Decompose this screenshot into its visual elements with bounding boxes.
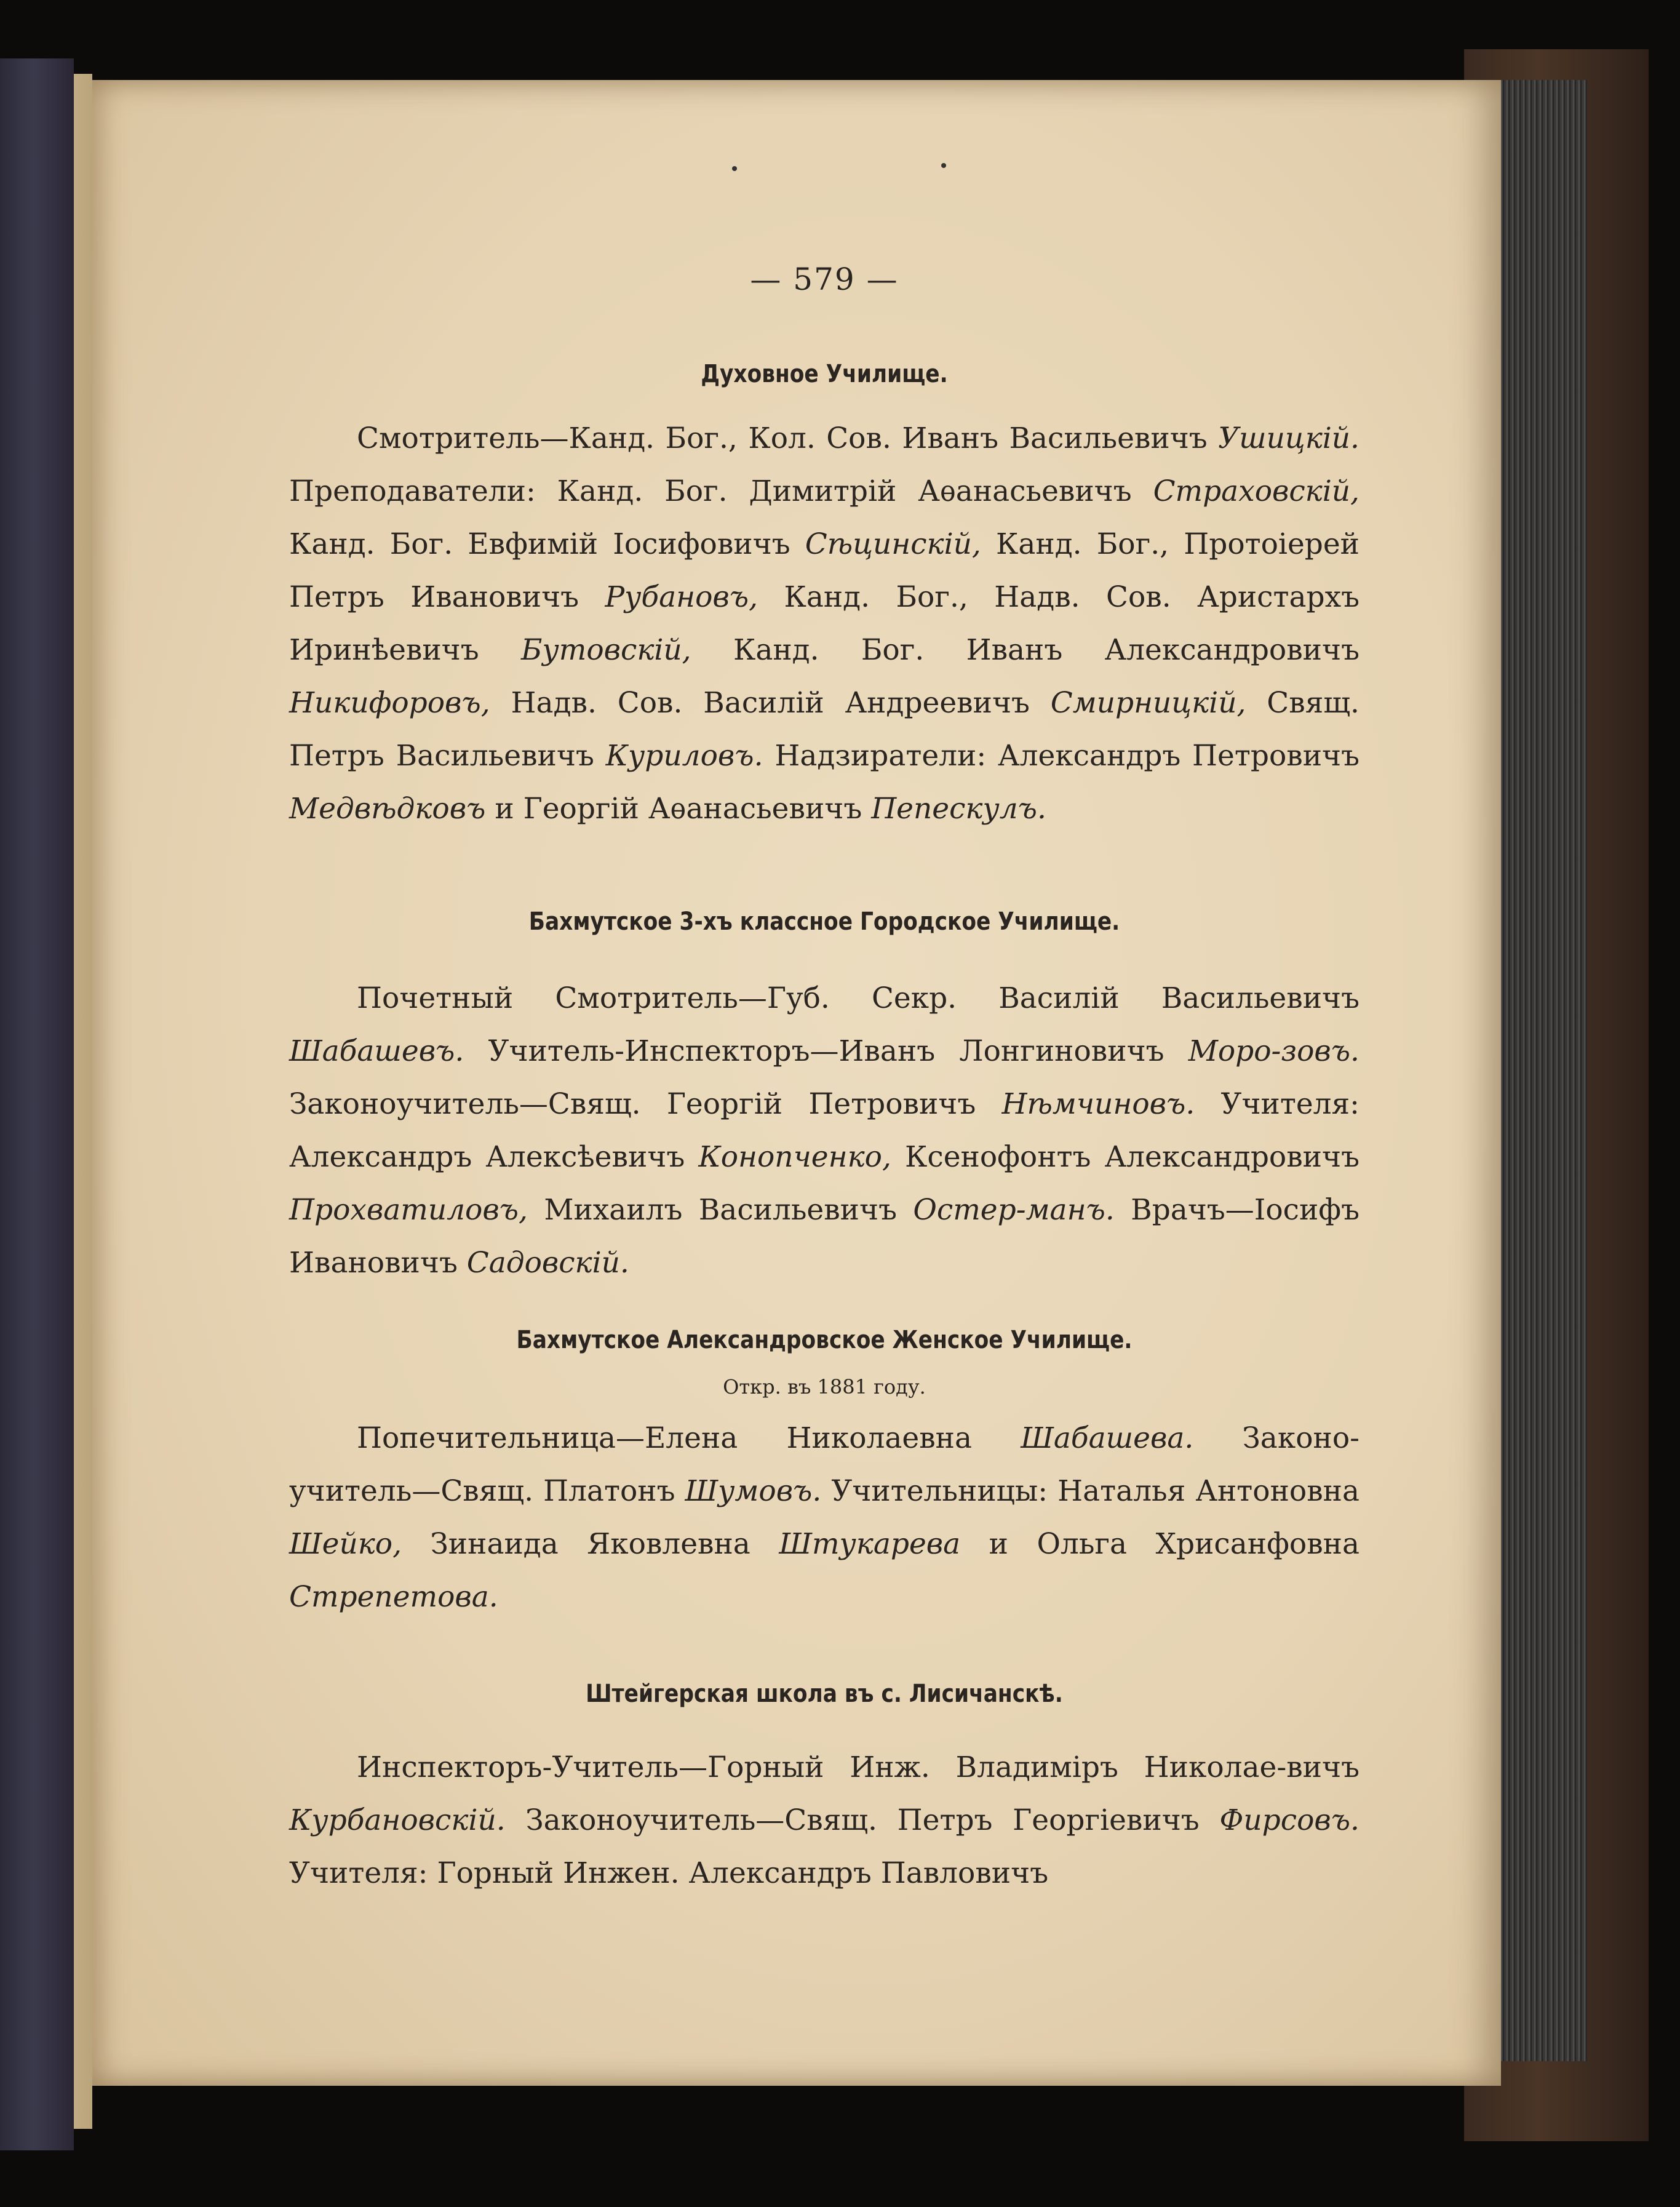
text-run: Зинаида Яковлевна	[402, 1527, 779, 1561]
text-run: Надзиратели: Александръ Петровичъ	[763, 739, 1360, 773]
surname: Прохватиловъ,	[289, 1193, 528, 1227]
surname: Пепескулъ.	[871, 792, 1046, 826]
text-run: Смотритель—Канд. Бог., Кол. Сов. Иванъ Васильевичъ	[357, 421, 1219, 455]
section-heading-city-school: Бахмутское 3-хъ классное Городское Училище.	[528, 908, 1120, 936]
section-paragraph-city-school	[289, 972, 1360, 1290]
section-paragraph-womens-school	[289, 1412, 1360, 1624]
surname: Бутовскій,	[520, 633, 691, 667]
text-run: и Ольга Хрисанфовна	[960, 1527, 1360, 1561]
page-number: — 579 —	[750, 261, 899, 297]
text-run: Учитель-Инспекторъ—Иванъ Лонгиновичъ	[464, 1034, 1188, 1068]
ink-speck	[941, 163, 946, 168]
surname: Нѣмчиновъ.	[1001, 1087, 1195, 1121]
surname: Шабашева.	[1021, 1421, 1194, 1455]
book-cover-left	[0, 58, 74, 2150]
text-run: Свящ. Петръ Васильевичъ	[289, 686, 1360, 773]
surname: Шабашевъ.	[289, 1034, 464, 1068]
section-subnote-opened: Откр. въ 1881 году.	[723, 1375, 926, 1399]
section-heading-steiger-school: Штейгерская школа въ с. Лисичанскѣ.	[586, 1680, 1063, 1708]
surname: Штукарева	[779, 1527, 961, 1561]
section-heading-womens-school: Бахмутское Александровское Женское Училище.	[516, 1326, 1133, 1354]
text-run: и Георгій Аѳанасьевичъ	[485, 792, 872, 826]
surname: Рубановъ,	[605, 580, 758, 614]
text-run: Канд. Бог., Протоіерей Петръ Ивановичъ	[289, 527, 1360, 614]
text-run: Законоучитель—Свящ. Георгій Петровичъ	[289, 1087, 1002, 1121]
surname: Медвѣдковъ	[289, 792, 486, 826]
book-page	[92, 80, 1501, 2086]
text-run: Учителя: Горный Инжен. Александръ Павловичъ	[289, 1856, 1049, 1890]
surname: Стрепетова.	[289, 1580, 498, 1614]
surname: Конопченко,	[698, 1140, 891, 1174]
ink-speck	[732, 166, 737, 171]
text-run: Законо-учитель—Свящ. Платонъ	[289, 1421, 1360, 1508]
text-run: Канд. Бог. Евфимій Іосифовичъ	[289, 527, 805, 561]
surname: Никифоровъ,	[289, 686, 490, 720]
section-paragraph-spiritual-school	[289, 412, 1360, 836]
text-run: Учителя: Александръ Алексѣевичъ	[289, 1087, 1360, 1174]
text-run: Учительницы: Наталья Антоновна	[821, 1474, 1360, 1508]
text-run: Инспекторъ-Учитель—Горный Инж. Владиміръ Николае-вичъ	[357, 1750, 1360, 1784]
surname: Курбановскій.	[289, 1803, 506, 1837]
text-run: Надв. Сов. Василій Андреевичъ	[490, 686, 1051, 720]
page-stack-edges	[1489, 80, 1587, 2061]
surname: Моро-зовъ.	[1188, 1034, 1360, 1068]
surname: Ушицкій.	[1218, 421, 1360, 455]
text-run: Канд. Бог. Иванъ Александровичъ	[691, 633, 1360, 667]
surname: Смирницкій,	[1050, 686, 1246, 720]
text-run: Преподаватели: Канд. Бог. Димитрій Аѳанасьевичъ	[289, 474, 1153, 508]
text-run: Почетный Смотритель—Губ. Секр. Василій Васильевичъ	[357, 981, 1360, 1015]
text-run: Канд. Бог., Надв. Сов. Аристархъ Иринѣевичъ	[289, 580, 1360, 667]
surname: Куриловъ.	[605, 739, 763, 773]
surname: Шейко,	[289, 1527, 402, 1561]
surname: Остер-манъ.	[913, 1193, 1115, 1227]
text-run: Попечительница—Елена Николаевна	[357, 1421, 1021, 1455]
section-heading-spiritual-school: Духовное Училище.	[701, 360, 948, 388]
text-run: Ксенофонтъ Александровичъ	[891, 1140, 1360, 1174]
section-paragraph-steiger-school	[289, 1741, 1360, 1900]
surname: Сѣцинскій,	[805, 527, 981, 561]
surname: Садовскій.	[466, 1246, 629, 1280]
text-run: Врачъ—Іосифъ Ивановичъ	[289, 1193, 1360, 1280]
surname: Фирсовъ.	[1219, 1803, 1360, 1837]
text-run: Законоучитель—Свящ. Петръ Георгіевичъ	[505, 1803, 1220, 1837]
surname: Страховскій,	[1153, 474, 1360, 508]
surname: Шумовъ.	[685, 1474, 822, 1508]
text-run: Михаилъ Васильевичъ	[527, 1193, 914, 1227]
